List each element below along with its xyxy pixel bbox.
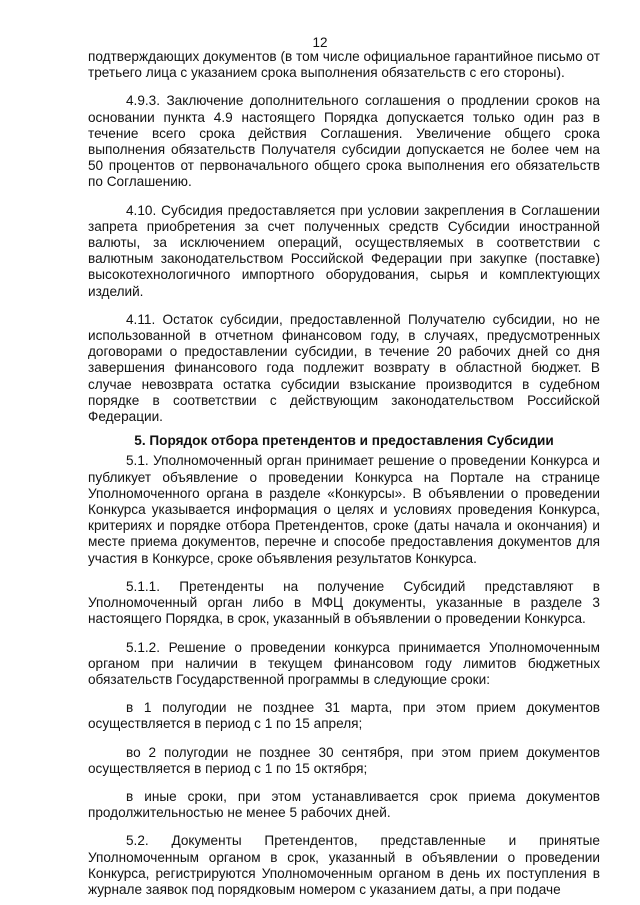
paragraph-5-1-2: 5.1.2. Решение о проведении конкурса принимается Уполномоченным органом при наличии в текущем финансовом году лимитов бюджетных обязательств Государственной программы в следующие сроки:: [88, 639, 600, 687]
paragraph-5-1-2-other-terms: в иные сроки, при этом устанавливается срок приема документов продолжительностью не менее 5 рабочих дней.: [88, 788, 600, 821]
paragraph-5-1: 5.1. Уполномоченный орган принимает решение о проведении Конкурса и публикует объявление о проведении Конкурса на Портале на странице Уполномоченного органа в разделе «Конкурсы». В объявлении о проведении Конкурса указывается информация о целях и условиях проведения Конкурса, критериях и порядке отбора Претендентов, сроке (даты начала и окончания) и месте приема документов, перечне и способе предоставления документов для участия в Конкурсе, сроке объявления результатов Конкурса.: [88, 453, 600, 566]
page-number: 12: [312, 35, 328, 50]
paragraph-4-9-3: 4.9.3. Заключение дополнительного соглашения о продлении сроков на основании пункта 4.9 настоящего Порядка допускается только один раз в течение всего срока действия Соглашения. Увеличение общего срока выполнения обязательств Получателя субсидии допускается не более чем на 50 процентов от первоначального общего срока выполнения его обязательств по Соглашению.: [88, 93, 600, 190]
paragraph-5-1-2-second-half: во 2 полугодии не позднее 30 сентября, при этом прием документов осуществляется в период с 1 по 15 октября;: [88, 744, 600, 776]
paragraph-5-1-2-first-half: в 1 полугодии не позднее 31 марта, при этом прием документов осуществляется в период с 1 по 15 апреля;: [88, 700, 600, 732]
paragraph-5-2: 5.2. Документы Претендентов, представленные и принятые Уполномоченным органом в срок, указанный в объявлении о проведении Конкурса, регистрируются Уполномоченным органом в день их поступления в журнале заявок под порядковым номером с указанием даты, а при подаче: [88, 833, 600, 897]
paragraph-4-11: 4.11. Остаток субсидии, предоставленной Получателю субсидии, но не использованной в отчетном финансовом году, в случаях, предусмотренных договорами о предоставлении субсидии, в течение 20 рабочих дней со дня завершения финансового года подлежит возврату в областной бюджет. В случае невозврата остатка субсидии взыскание производится в судебном порядке в соответствии с действующим законодательством Российской Федерации.: [88, 311, 600, 425]
document-body: [88, 49, 600, 898]
section-5-heading: 5. Порядок отбора претендентов и предоставления Субсидии: [134, 433, 554, 449]
paragraph-4-10: 4.10. Субсидия предоставляется при условии закрепления в Соглашении запрета приобретения за счет полученных средств Субсидии иностранной валюты, за исключением операций, осуществляемых в соответствии с валютным законодательством Российской Федерации при закупке (поставке) высокотехнологичного импортного оборудования, сырья и комплектующих изделий.: [88, 202, 600, 299]
paragraph-continuation: подтверждающих документов (в том числе официальное гарантийное письмо от третьего лица с указанием срока выполнения обязательств с его стороны).: [88, 49, 600, 81]
paragraph-5-1-1: 5.1.1. Претенденты на получение Субсидий представляют в Уполномоченный орган либо в МФЦ документы, указанные в разделе 3 настоящего Порядка, в срок, указанный в объявлении о проведении Конкурса.: [88, 578, 600, 627]
